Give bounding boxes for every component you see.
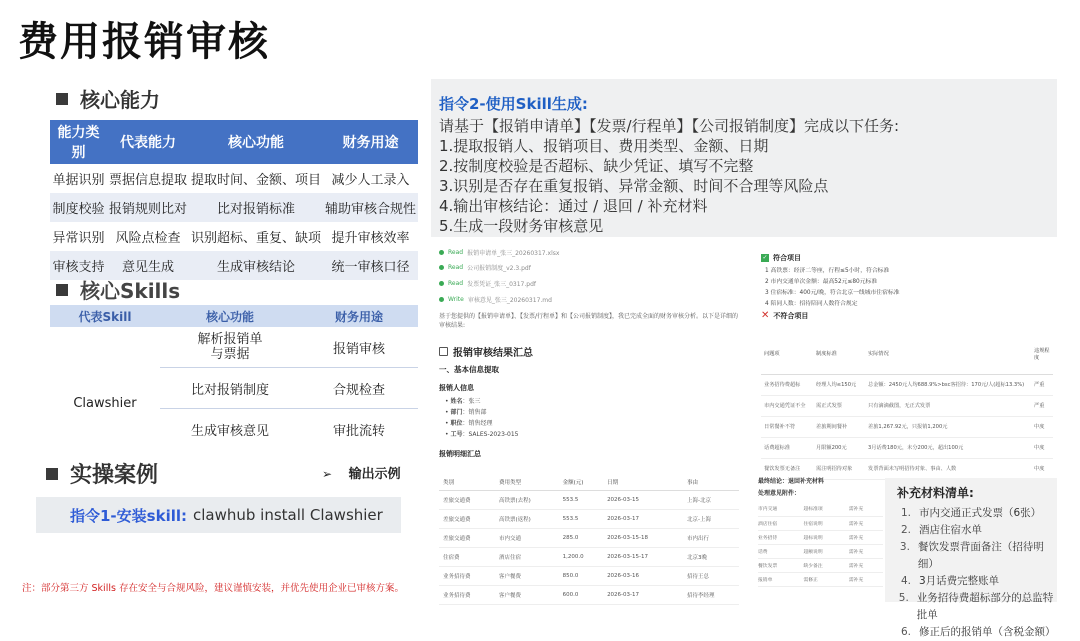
list-item: • 职位：销售经理 (445, 420, 493, 427)
table-row (761, 395, 1053, 416)
table-cell: 客户餐费 (495, 585, 559, 604)
applicant-list (445, 396, 519, 440)
table-cell: 需补充 (849, 516, 883, 530)
footnote: 注：部分第三方 Skills 存在安全与合规风险，建议谨慎安装，并优先使用企业已审核方案。 (22, 583, 404, 594)
table-cell: 话费超标准 (761, 437, 813, 458)
risk-header: 制度标准 (813, 334, 865, 374)
bullet-square-icon (46, 468, 58, 480)
basic-info-heading: 一、基本信息提取 (439, 365, 499, 374)
list-item: • 部门：销售部 (445, 409, 487, 416)
list-item: 2 市内交通单次金额：最高52元≤80元标准 (765, 279, 878, 285)
status-dot-icon (439, 250, 444, 255)
table-cell: 客户餐费 (495, 566, 559, 585)
table-row (761, 437, 1053, 458)
list-item: 5. 业务招待费超标部分的总监特批单 (898, 592, 1054, 621)
instruction-panel (431, 79, 1057, 237)
table-row (758, 530, 883, 544)
table-cell: 比对报销标准 (189, 193, 323, 222)
table-row (160, 409, 418, 450)
table-cell: 850.0 (559, 566, 603, 585)
detail-heading: 报销明细汇总 (439, 450, 481, 458)
table-cell: 285.0 (559, 528, 603, 547)
table-cell: 553.5 (559, 490, 603, 509)
detail-header: 类别 (439, 474, 495, 490)
compliant-heading-text: 符合项目 (773, 254, 801, 262)
status-dot-icon (439, 297, 444, 302)
table-cell: 票据信息提取 (108, 173, 187, 188)
table-cell: 600.0 (559, 585, 603, 604)
table-cell: 制度校验 (50, 193, 107, 222)
compliant-list (765, 266, 900, 310)
check-icon: ✓ (762, 254, 768, 261)
table-cell: 餐饮发票 (758, 558, 803, 572)
table-row (761, 374, 1053, 395)
table-cell: 2026-03-17 (603, 509, 683, 528)
tool-verb: Write (448, 296, 464, 303)
risk-header: 违规程度 (1031, 334, 1053, 374)
risk-table (761, 334, 1053, 480)
tool-target: 公司报销制度_v2.3.pdf (467, 265, 531, 272)
output-example-text: 输出示例 (348, 467, 401, 482)
table-cell: 中度 (1031, 437, 1053, 458)
table-cell: 月限额200元 (813, 437, 865, 458)
tool-verb: Read (448, 249, 464, 256)
list-item: • 工号：SALES-2023-015 (445, 431, 519, 438)
list-item: 3. 餐饮发票背面备注（招待明细） (899, 541, 1044, 570)
supplement-list-title: 补充材料清单: (897, 486, 974, 500)
table-cell: 日常餐补不符 (761, 416, 813, 437)
table-cell: 只有滴滴截图，无正式发票 (865, 395, 1031, 416)
detail-header: 日期 (603, 474, 683, 490)
report-title-text: 报销审核结果汇总 (453, 348, 533, 359)
section-case-title: 实操案例 (70, 463, 159, 488)
table-cell: 辅助审核合规性 (323, 193, 418, 222)
list-item: 6. 修正后的报销单（含税金额） (900, 626, 1056, 638)
cross-icon: ✕ (761, 310, 770, 321)
table-cell: 超额说明 (803, 544, 848, 558)
noncompliant-heading (761, 310, 808, 321)
skills-table (50, 305, 418, 479)
tool-target: 审核意见_张三_20260317.md (467, 297, 552, 304)
tool-call-line (439, 279, 536, 288)
table-row (439, 566, 739, 585)
table-cell: 市内交通 (758, 502, 803, 516)
table-row (439, 509, 739, 528)
table-cell: 需修正 (803, 572, 848, 586)
report-title (439, 344, 533, 359)
capability-table (50, 120, 418, 280)
table-cell: 2026-03-17 (603, 585, 683, 604)
section-core-capabilities (56, 84, 160, 113)
table-cell: 经理人均≤150元 (813, 374, 865, 395)
tool-verb: Read (448, 264, 464, 271)
table-cell: 识别超标、重复、缺项 (190, 231, 321, 246)
command-1-box (36, 497, 401, 533)
table-cell: 业务招待费 (439, 585, 495, 604)
table-row (758, 544, 883, 558)
table-cell: 生成审核结论 (189, 251, 323, 280)
skills-header-0: 代表Skill (78, 309, 132, 324)
table-cell: 差旅1,267.92元，只报销1,200元 (865, 416, 1031, 437)
list-item: 4. 3月话费完整账单 (900, 575, 1000, 587)
section-core-title: 核心能力 (80, 88, 160, 112)
table-cell: 需补充 (849, 530, 883, 544)
table-cell: 差旅期间餐补 (813, 416, 865, 437)
table-cell: 差旅交通费 (439, 490, 495, 509)
skills-header-2: 财务用途 (334, 309, 383, 324)
tool-verb: Read (448, 280, 464, 287)
table-cell: 中度 (1031, 458, 1053, 479)
table-cell: 严重 (1031, 374, 1053, 395)
table-cell: 餐饮发票无备注 (761, 458, 813, 479)
table-row (50, 164, 418, 193)
table-cell: 市内出行 (683, 528, 739, 547)
table-cell: 需补充 (849, 502, 883, 516)
table-row (439, 547, 739, 566)
table-cell: 2026-03-15 (603, 490, 683, 509)
tool-target: 发票凭证_张三_0317.pdf (467, 281, 536, 288)
table-cell: 业务招待费超标 (761, 374, 813, 395)
section-skills-title: 核心Skills (80, 279, 181, 303)
table-cell: 异常识别 (52, 231, 105, 246)
table-row (50, 193, 418, 222)
table-cell: 招待李经理 (683, 585, 739, 604)
table-cell: 2026-03-15-18 (603, 528, 683, 547)
detail-header: 费用类型 (495, 474, 559, 490)
table-cell: 缺少备注 (803, 558, 848, 572)
table-cell: 报销单 (758, 572, 803, 586)
risk-header: 实际情况 (865, 334, 1031, 374)
section-core-skills (56, 275, 180, 304)
table-cell: 553.5 (559, 509, 603, 528)
table-row (758, 502, 883, 516)
table-cell: 酒店住宿 (758, 516, 803, 530)
skills-table-header (50, 305, 418, 327)
table-cell: 需补充 (849, 544, 883, 558)
table-cell: 住宿说明 (803, 516, 848, 530)
table-cell: 比对报销制度 (190, 382, 269, 398)
tool-call-line (439, 295, 552, 304)
table-cell: 合规检查 (332, 382, 385, 398)
supplement-table (758, 502, 883, 587)
table-cell: 北京3晚 (683, 547, 739, 566)
detail-table (439, 474, 739, 605)
table-cell: 提升审核效率 (331, 231, 410, 246)
status-dot-icon (439, 265, 444, 270)
instruction-line: 1.提取报销人、报销项目、费用类型、金额、日期 (439, 137, 769, 155)
table-cell: 超标说明 (803, 530, 848, 544)
list-item: 4 陪同人数：招待陪同人数符合规定 (765, 301, 858, 307)
table-cell: 报销审核 (332, 341, 385, 357)
detail-header: 事由 (683, 474, 739, 490)
table-cell: 市内交通 (495, 528, 559, 547)
instruction-line: 5.生成一段财务审核意见 (439, 217, 604, 235)
instruction-title: 指令2-使用Skill生成: (439, 95, 588, 113)
table-cell: 需正式发票 (813, 395, 865, 416)
bullet-square-icon (56, 93, 68, 105)
table-cell: 减少人工录入 (331, 173, 410, 188)
table-cell: 上海-北京 (683, 490, 739, 509)
command-1-label: 指令1-安装skill: (70, 506, 187, 525)
cap-header-0: 能力类别 (50, 120, 107, 164)
table-cell: 严重 (1031, 395, 1053, 416)
handling-note: 处理意见附件： (758, 490, 801, 497)
list-item: • 姓名：张三 (445, 398, 481, 405)
tool-target: 报销申请单_张三_20260317.xlsx (467, 250, 560, 257)
risk-header: 问题项 (761, 334, 813, 374)
table-cell: 总金额：2450元人均688.9%>bsc客招待：170元/人(超标13.3%) (865, 374, 1031, 395)
table-cell: 市内交通凭证不全 (761, 395, 813, 416)
table-cell: 超标准项 (803, 502, 848, 516)
tool-call-line (439, 248, 559, 257)
instruction-line: 请基于【报销申请单】【发票/行程单】【公司报销制度】完成以下任务: (439, 117, 900, 135)
cap-header-1: 代表能力 (107, 120, 189, 164)
table-row (160, 327, 418, 368)
cap-header-3: 财务用途 (323, 120, 418, 164)
table-cell: 差旅交通费 (439, 509, 495, 528)
list-item: 3 住宿标准：400元/晚，符合北京一线城市住宿标准 (765, 290, 900, 296)
table-cell: 2026-03-16 (603, 566, 683, 585)
table-cell: 住宿费 (439, 547, 495, 566)
compliant-heading (761, 253, 801, 263)
table-cell: 1,200.0 (559, 547, 603, 566)
table-cell: 3月话费180元，未分200元，超出100元 (865, 437, 1031, 458)
table-cell: 单据识别 (52, 173, 105, 188)
table-cell: 发票背面未写明招待对象、事由、人数 (865, 458, 1031, 479)
table-cell: 北京-上海 (683, 509, 739, 528)
report-intro: 基于您提供的【报销申请单】、【发票/行程单】和【公司报销制度】，我已完成全面的财务审核分析。以下是详细的审核结果: (439, 313, 739, 329)
table-cell: 业务招待 (758, 530, 803, 544)
clipboard-icon (439, 347, 448, 356)
skill-name-cell: Clawshier (73, 395, 137, 411)
table-row (439, 585, 739, 604)
instruction-line: 3.识别是否存在重复报销、异常金额、时间不合理等风险点 (439, 177, 829, 195)
table-row (758, 558, 883, 572)
list-item: 1 高铁票：经济二等座，行程≤5小时，符合标准 (765, 268, 890, 274)
supplement-list-panel (885, 478, 1057, 638)
table-cell: 需补充 (849, 572, 883, 586)
list-item: 2. 酒店住宿水单 (900, 524, 982, 536)
detail-header: 金额(元) (559, 474, 603, 490)
page-title: 费用报销审核 (18, 19, 270, 65)
table-row (160, 368, 418, 409)
bullet-square-icon (56, 284, 68, 296)
table-cell: 风险点检查 (115, 231, 181, 246)
skills-header-1: 核心功能 (205, 309, 254, 324)
table-cell: 差旅交通费 (439, 528, 495, 547)
table-cell: 招待王总 (683, 566, 739, 585)
table-cell: 审核支持 (50, 251, 107, 280)
table-cell: 酒店住宿 (495, 547, 559, 566)
applicant-heading: 报销人信息 (439, 384, 474, 392)
table-row (439, 490, 739, 509)
table-row (50, 222, 418, 251)
noncompliant-heading-text: 不符合项目 (773, 311, 809, 320)
table-cell: 统一审核口径 (323, 251, 418, 280)
status-dot-icon (439, 281, 444, 286)
arrow-icon: ➢ (322, 467, 333, 481)
cap-header-2: 核心功能 (189, 120, 323, 164)
tool-call-line (439, 263, 531, 272)
table-cell: 高铁票(去程) (495, 490, 559, 509)
table-cell: 报销规则比对 (107, 193, 189, 222)
list-item: 1. 市内交通正式发票（6张） (900, 507, 1042, 519)
table-row (761, 416, 1053, 437)
report-screenshot (431, 238, 1057, 638)
table-cell: 生成审核意见 (190, 424, 269, 439)
table-cell: 解析报销单 与票据 (197, 332, 263, 362)
section-practice-case (46, 458, 158, 489)
table-cell: 2026-03-15-17 (603, 547, 683, 566)
table-cell: 意见生成 (107, 251, 189, 280)
table-cell: 审批流转 (332, 424, 385, 439)
output-example-label (322, 463, 401, 482)
table-cell: 提取时间、金额、项目 (190, 173, 321, 188)
table-cell: 中度 (1031, 416, 1053, 437)
table-row (758, 572, 883, 586)
table-cell: 高铁票(返程) (495, 509, 559, 528)
command-1-code: clawhub install Clawshier (193, 506, 383, 524)
instruction-line: 4.输出审核结论：通过 / 退回 / 补充材料 (439, 197, 708, 215)
table-cell: 话费 (758, 544, 803, 558)
final-conclusion: 最终结论：退回补充材料 (758, 478, 825, 485)
table-cell: 需注明招待对象 (813, 458, 865, 479)
table-cell: 需补充 (849, 558, 883, 572)
table-cell: 业务招待费 (439, 566, 495, 585)
instruction-line: 2.按制度校验是否超标、缺少凭证、填写不完整 (439, 157, 754, 175)
table-row (439, 528, 739, 547)
table-row (758, 516, 883, 530)
